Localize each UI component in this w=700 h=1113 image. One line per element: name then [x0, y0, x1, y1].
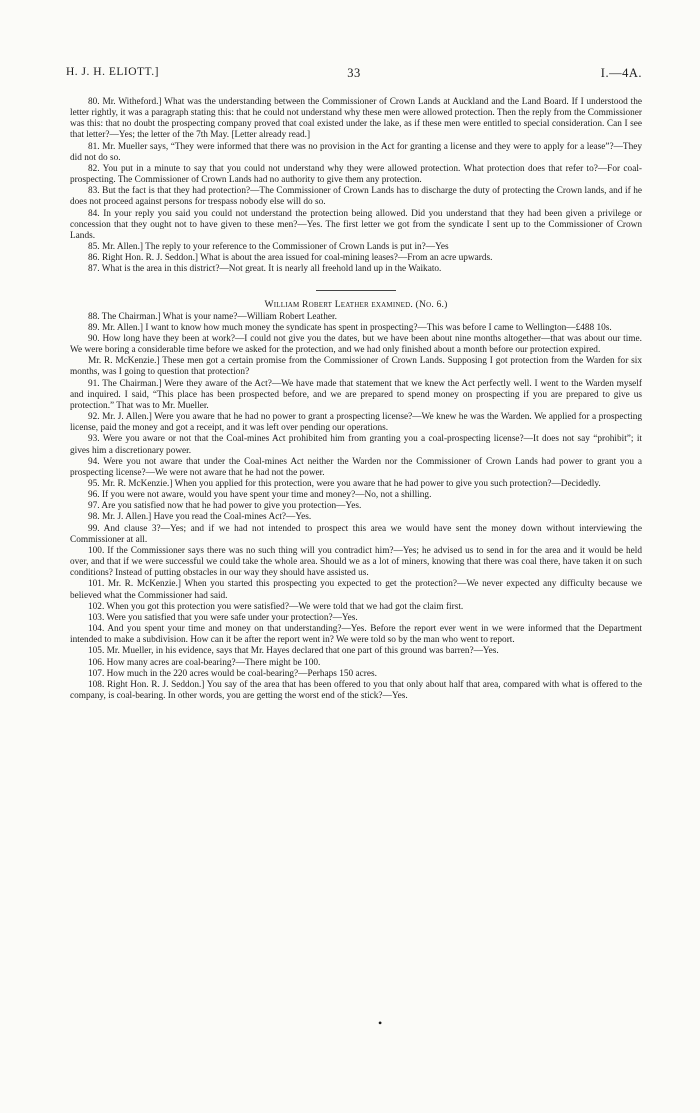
paragraph: 100. If the Commissioner says there was no such thing will you contradict him?—Yes; he advised us to send in for the area and it would be held over, and that if we were successful we could take the whole area. Should we as a lot of miners, knowing that there was coal there, have taken it on such conditions? Instead of putting obstacles in our way they should have assisted us.: [70, 545, 642, 579]
document-body: [70, 97, 642, 702]
witness-heading-block: [70, 290, 642, 310]
paragraph: 93. Were you aware or not that the Coal-mines Act prohibited him from granting you a coal-prospecting license?—It does not say “prohibit”; it gives him a discretionary power.: [70, 434, 642, 456]
section-divider: [316, 290, 396, 291]
paragraph: 102. When you got this protection you were satisfied?—We were told that we had got the claim first.: [88, 601, 464, 612]
paragraph: 82. You put in a minute to say that you could not understand why they were allowed protection. What protection does that refer to?—For coal-prospecting. The Commissioner of Crown Lands had no authority to give them any protection.: [70, 163, 642, 186]
paragraph: 104. And you spent your time and money on that understanding?—Yes. Before the report ever went in we were informed that the Department intended to make a subdivision. How can it be after the report went in? We were told so by the man who went to report.: [70, 624, 642, 646]
paragraph: 90. How long have they been at work?—I could not give you the dates, but we have been about nine months altogether—that was about our time. We were boring a considerable time before we asked for the protection, and we had only finished about a month before our protection expired.: [70, 333, 642, 356]
document-code: I.—4A.: [600, 66, 642, 80]
paragraph: 96. If you were not aware, would you have spent your time and money?—No, not a shilling.: [88, 490, 432, 501]
page-header: [66, 66, 642, 82]
paragraph: 83. But the fact is that they had protection?—The Commissioner of Crown Lands has to discharge the duty of protecting the Crown lands, and if he does not proceed against persons for trespass nobody else will do so.: [70, 186, 642, 208]
section-after: [70, 312, 642, 702]
witness-heading: William Robert Leather examined. (No. 6.): [264, 298, 448, 310]
paragraph: 91. The Chairman.] Were they aware of the Act?—We have made that statement that we knew the Act perfectly well. I went to the Warden myself and inquired. I said, “This place has been prospected before, and we are prepared to spend money on prospecting if you are prepared to give us protection.” That was to Mr. Mueller.: [70, 378, 642, 411]
paragraph: 103. Were you satisfied that you were safe under your protection?—Yes.: [88, 612, 358, 623]
paragraph: 99. And clause 3?—Yes; and if we had not intended to prospect this area we would have sent the money down without interviewing the Commissioner at all.: [70, 523, 642, 545]
paragraph: 80. Mr. Witheford.] What was the understanding between the Commissioner of Crown Lands at Auckland and the Land Board. If I understood the letter rightly, it was a paragraph stating this: that he could not understand why these men were allowed protection. Then the reply from the Commissioner was this: that no doubt the prospecting company proved that coal existed under the lake, as if these men were entitled to special consideration. Can I see that letter?—Yes; the letter of the 7th May. [Letter already read.]: [70, 97, 642, 141]
header-left-name: H. J. H. ELIOTT.]: [66, 66, 159, 78]
paragraph: 108. Right Hon. R. J. Seddon.] You say of the area that has been offered to you that only about half that area, compared with what is offered to the company, is coal-bearing. In other words, you are getting the worst end of the stick?—Yes.: [70, 679, 642, 701]
page-number: 33: [347, 66, 361, 80]
paragraph: 106. How many acres are coal-bearing?—There might be 100.: [88, 657, 321, 668]
paragraph: 86. Right Hon. R. J. Seddon.] What is about the area issued for coal-mining leases?—From an acre upwards.: [88, 253, 493, 264]
paragraph: 84. In your reply you said you could not understand the protection being allowed. Did you understand that they had been given a privilege or concession that they ought not to have given to these men?—Yes. The first letter we got from the syndicate I sent up to the Commissioner of Crown Lands.: [70, 208, 642, 241]
paragraph: 85. Mr. Allen.] The reply to your reference to the Commissioner of Crown Lands is put in?—Yes: [88, 242, 449, 253]
page-end-mark: •: [378, 1016, 383, 1030]
paragraph: 81. Mr. Mueller says, “They were informed that there was no provision in the Act for granting a license and they were to apply for a lease”?—They did not do so.: [70, 141, 642, 163]
paragraph: 101. Mr. R. McKenzie.] When you started this prospecting you expected to get the protection?—We never expected any difficulty because we believed what the Commissioner had said.: [70, 579, 642, 601]
paragraph: Mr. R. McKenzie.] These men got a certain promise from the Commissioner of Crown Lands. Supposing I got protection from the Warden for six months, was I going to question that protection?: [70, 356, 642, 378]
paragraph: 92. Mr. J. Allen.] Were you aware that he had no power to grant a prospecting license?—We knew he was the Warden. We applied for a prospecting license, paid the money and got a receipt, and it was left over pending our operations.: [70, 412, 642, 434]
paragraph: 89. Mr. Allen.] I want to know how much money the syndicate has spent in prospecting?—This was before I came to Wellington—£488 10s.: [88, 322, 612, 333]
paragraph: 105. Mr. Mueller, in his evidence, says that Mr. Hayes declared that one part of this ground was barren?—Yes.: [88, 646, 499, 657]
paragraph: 94. Were you not aware that under the Coal-mines Act neither the Warden nor the Commissioner of Crown Lands had power to grant you a prospecting license?—We were not aware that he had not the power.: [70, 456, 642, 478]
paragraph: 98. Mr. J. Allen.] Have you read the Coal-mines Act?—Yes.: [88, 512, 312, 523]
section-before: [70, 97, 642, 276]
paragraph: 95. Mr. R. McKenzie.] When you applied for this protection, were you aware that he had power to give you such protection?—Decidedly.: [88, 479, 601, 489]
paragraph: 88. The Chairman.] What is your name?—William Robert Leather.: [88, 311, 337, 322]
paragraph: 97. Are you satisfied now that he had power to give you protection—Yes.: [88, 501, 362, 512]
paragraph: 107. How much in the 220 acres would be coal-bearing?—Perhaps 150 acres.: [88, 668, 377, 679]
paragraph: 87. What is the area in this district?—Not great. It is nearly all freehold land up in the Waikato.: [88, 264, 442, 275]
